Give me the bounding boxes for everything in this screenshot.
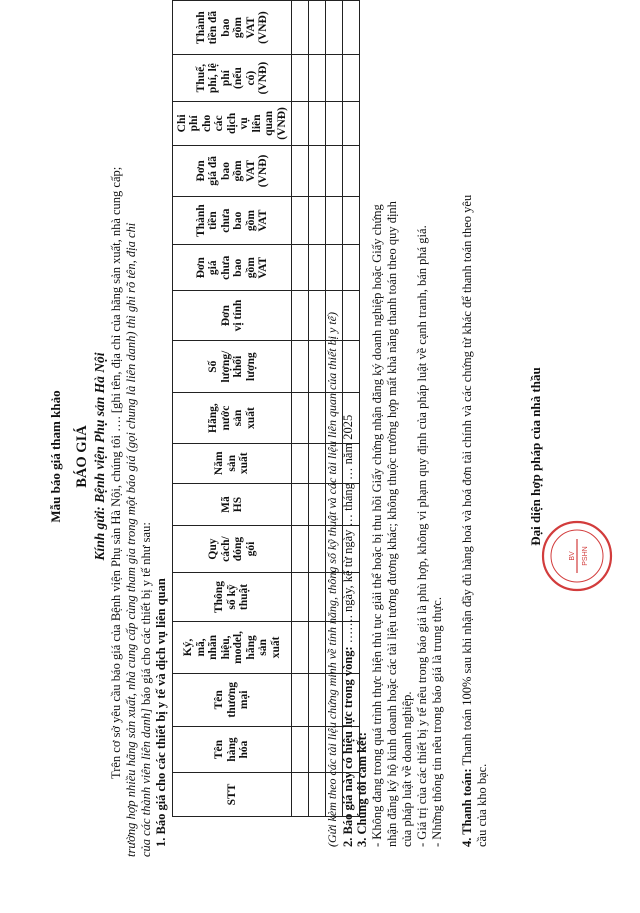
column-header-text: hiệu, <box>219 635 232 660</box>
section-3-heading: 3. Chúng tôi cam kết: <box>355 732 369 847</box>
attachment-note: (Gửi kèm theo các tài liệu chứng minh về tính năng, thông số kỹ thuật và các tài liệu liên quan của thiết bị y tế) <box>325 312 339 847</box>
table-row <box>292 1 309 817</box>
column-header-text: khối <box>232 355 244 378</box>
table-cell[interactable] <box>343 340 360 392</box>
column-header-text: Số <box>207 360 219 373</box>
column-header-text: phí <box>188 115 201 132</box>
table-cell[interactable] <box>292 55 309 102</box>
column-header <box>173 526 292 572</box>
table-cell[interactable] <box>309 102 326 146</box>
table-cell[interactable] <box>309 55 326 102</box>
commitment-1-line-2: nhận đăng ký hộ kinh doanh hoặc các tài liệu tương đương khác; không thuộc trường hợp mất khả năng thanh toán theo quy định <box>385 201 399 847</box>
column-header-text: số kỹ <box>225 584 238 610</box>
column-header-text: giá đã <box>207 156 219 186</box>
table-cell[interactable] <box>343 102 360 146</box>
column-header-text: quan <box>263 110 276 136</box>
table-cell[interactable] <box>292 483 309 526</box>
column-header-text: xuất <box>269 636 282 659</box>
payment-line-1: 4. Thanh toán: Thanh toán 100% sau khi nhận đầy đủ hàng hoá và hoá đơn tài chính và các chứng từ khác để thanh toán theo yêu <box>460 194 474 847</box>
column-header-text: (VNĐ) <box>275 107 288 140</box>
column-header-text: Đơn <box>194 257 207 279</box>
column-header-text: (VNĐ) <box>257 154 269 188</box>
table-cell[interactable] <box>343 245 360 291</box>
column-header-text: vụ <box>238 117 251 130</box>
column-header-text: Tên <box>213 690 226 710</box>
column-header-text: gồm <box>232 160 244 182</box>
column-header <box>173 245 292 291</box>
column-header-text: Chi <box>175 114 188 133</box>
column-header-text: liên <box>250 114 263 133</box>
column-header-text: Ký, <box>182 638 194 657</box>
column-header <box>173 483 292 526</box>
column-header-text: Thành <box>194 204 207 237</box>
table-cell[interactable] <box>309 340 326 392</box>
column-header-text: có) <box>244 70 257 86</box>
table-cell[interactable] <box>292 196 309 244</box>
table-cell[interactable] <box>292 245 309 291</box>
column-header-text: gồm <box>232 17 244 39</box>
column-header-text: hãng <box>244 635 257 660</box>
column-header-text: mã, <box>194 638 207 657</box>
column-header-text: Tên <box>213 739 226 760</box>
column-header-text: tiền <box>207 211 219 230</box>
table-cell[interactable] <box>309 245 326 291</box>
column-header-text: Thành <box>194 11 207 44</box>
column-header <box>173 673 292 726</box>
table-cell[interactable] <box>343 196 360 244</box>
table-cell[interactable] <box>292 673 309 726</box>
table-cell[interactable] <box>309 393 326 443</box>
column-header-text: VAT <box>244 159 257 182</box>
column-header-text: vị tính <box>232 299 244 332</box>
column-header-text: Mã <box>219 496 232 513</box>
column-header-text: các <box>213 115 226 132</box>
table-cell[interactable] <box>343 1 360 55</box>
column-header-text: VAT <box>257 209 269 232</box>
column-header-text: Quy <box>207 538 219 560</box>
column-header <box>173 622 292 673</box>
table-cell[interactable] <box>292 291 309 341</box>
column-header-text: sản <box>232 409 244 427</box>
column-header-text: hàng <box>225 737 238 762</box>
intro-line-2: trường hợp nhiều hãng sản xuất, nhà cung cấp cùng tham gia trong một báo giá (gọi chung là liên danh) thì ghi rõ tên, địa chỉ <box>124 222 138 857</box>
column-header-text: Thông <box>213 581 226 614</box>
column-header-text: cho <box>200 114 213 133</box>
table-cell[interactable] <box>292 340 309 392</box>
column-header <box>173 340 292 392</box>
table-cell[interactable] <box>292 393 309 443</box>
table-cell[interactable] <box>309 145 326 196</box>
section-1-heading: 1. Báo giá cho các thiết bị y tế và dịch vụ liên quan <box>154 578 168 847</box>
column-header-text: bao <box>232 258 244 277</box>
column-header-text: gói <box>244 541 257 557</box>
table-cell[interactable] <box>292 1 309 55</box>
column-header-text: tiền đã <box>207 10 219 45</box>
column-header <box>173 572 292 622</box>
column-header-text: đóng <box>232 536 244 562</box>
table-cell[interactable] <box>309 572 326 622</box>
column-header-text: dịch <box>225 112 238 134</box>
table-cell[interactable] <box>309 443 326 483</box>
column-header-text: (nếu <box>232 67 244 89</box>
column-header-text: bao <box>219 161 232 180</box>
recipient-line: Kính gửi: Bệnh viện Phụ sản Hà Nội <box>92 352 107 561</box>
column-header-text: phí, lệ <box>207 63 219 94</box>
column-header <box>173 393 292 443</box>
table-cell[interactable] <box>309 1 326 55</box>
column-header-text: xuất <box>238 452 251 475</box>
column-header-text: bao <box>219 18 232 37</box>
column-header-text: lượng/ <box>219 350 232 383</box>
column-header-text: chưa <box>219 255 232 280</box>
column-header <box>173 145 292 196</box>
table-cell[interactable] <box>292 622 309 673</box>
table-cell[interactable] <box>309 291 326 341</box>
table-cell[interactable] <box>309 673 326 726</box>
column-header-text: chưa <box>219 208 232 233</box>
column-header-text: hóa <box>238 740 251 759</box>
table-cell[interactable] <box>292 526 309 572</box>
column-header-text: thương <box>225 681 238 718</box>
column-header-text: lượng <box>244 352 257 381</box>
column-header <box>173 291 292 341</box>
column-header-text: bao <box>232 211 244 230</box>
table-header-row <box>173 1 292 817</box>
column-header-text: Đơn <box>194 160 207 182</box>
column-header-text: HS <box>232 496 244 513</box>
table-cell[interactable] <box>309 622 326 673</box>
column-header-text: giá <box>207 260 219 276</box>
intro-line-1: Trên cơ sở yêu cầu báo giá của Bệnh viện Phụ sản Hà Nội, chúng tôi …. [ghi tên, địa chỉ của hãng sản xuất, nhà cung cấp; <box>109 166 123 779</box>
table-cell[interactable] <box>343 145 360 196</box>
column-header-text: cách/ <box>219 536 232 562</box>
table-cell[interactable] <box>343 55 360 102</box>
table-cell[interactable] <box>326 55 343 102</box>
column-header-text: Đơn <box>219 305 232 327</box>
column-header <box>173 102 292 146</box>
table-cell[interactable] <box>309 196 326 244</box>
table-cell[interactable] <box>309 773 326 817</box>
table-cell[interactable] <box>292 572 309 622</box>
column-header-text: (VNĐ) <box>257 11 269 44</box>
red-stamp-seal <box>540 519 614 593</box>
column-header-text: (VNĐ) <box>257 61 269 95</box>
column-header-text: Thuế, <box>194 63 207 93</box>
table-cell[interactable] <box>326 245 343 291</box>
signer-title: Đại diện hợp pháp của nhà thầu <box>528 367 543 546</box>
table-cell[interactable] <box>292 443 309 483</box>
commitment-3: - Những thông tin nêu trong báo giá là trung thực. <box>430 597 444 847</box>
column-header-text: sản <box>257 639 269 656</box>
table-cell[interactable] <box>309 483 326 526</box>
table-cell[interactable] <box>326 1 343 55</box>
table-cell[interactable] <box>292 727 309 773</box>
commitment-1-line-1: - Không đang trong quá trình thực hiện thủ tục giải thể hoặc bị thu hồi Giấy chứng nhận đăng ký doanh nghiệp hoặc Giấy chứng <box>370 204 384 847</box>
table-cell[interactable] <box>326 102 343 146</box>
column-header-text: xuất <box>244 407 257 429</box>
table-row <box>309 1 326 817</box>
column-header-text: gồm <box>244 257 257 279</box>
payment-line-2: cầu của kho bạc. <box>475 763 489 847</box>
column-header-text: nước <box>219 405 232 431</box>
column-header <box>173 196 292 244</box>
table-cell[interactable] <box>326 145 343 196</box>
column-header-text: VAT <box>244 16 257 39</box>
table-cell[interactable] <box>343 291 360 341</box>
svg-text:BV: BV <box>569 551 576 561</box>
column-header-text: STT <box>225 783 238 806</box>
commitment-2: - Giá trị của các thiết bị y tế nêu trong báo giá là phù hợp, không vi phạm quy định của pháp luật về cạnh tranh, bán phá giá. <box>415 225 429 847</box>
table-cell[interactable] <box>326 196 343 244</box>
column-header <box>173 773 292 817</box>
column-header-text: Hãng, <box>207 403 219 433</box>
intro-line-3: của các thành viên liên danh] báo giá cho các thiết bị y tế như sau: <box>139 522 153 857</box>
column-header-text: VAT <box>257 256 269 279</box>
table-cell[interactable] <box>292 102 309 146</box>
column-header-text: nhãn <box>207 634 219 660</box>
column-header <box>173 1 292 55</box>
column-header-text: sản <box>225 454 238 472</box>
column-header-text: phí <box>219 70 232 87</box>
column-header <box>173 55 292 102</box>
reference-note: Mẫu báo giá tham khảo <box>48 390 63 523</box>
column-header-text: mại <box>238 690 251 710</box>
table-cell[interactable] <box>309 526 326 572</box>
table-cell[interactable] <box>292 773 309 817</box>
column-header-text: Năm <box>213 451 226 476</box>
validity-line: 2. Báo giá này có hiệu lực trong vòng: ……. ngày, kể từ ngày … tháng … năm 2025 <box>341 414 355 847</box>
commitment-1-line-3: của pháp luật về doanh nghiệp. <box>400 691 414 847</box>
column-header <box>173 443 292 483</box>
column-header-text: model, <box>232 630 244 664</box>
svg-text:PSHN: PSHN <box>582 546 589 566</box>
document-title: BÁO GIÁ <box>74 425 90 488</box>
table-cell[interactable] <box>292 145 309 196</box>
column-header-text: thuật <box>238 583 251 611</box>
column-header <box>173 727 292 773</box>
column-header-text: gồm <box>244 210 257 232</box>
table-cell[interactable] <box>309 727 326 773</box>
